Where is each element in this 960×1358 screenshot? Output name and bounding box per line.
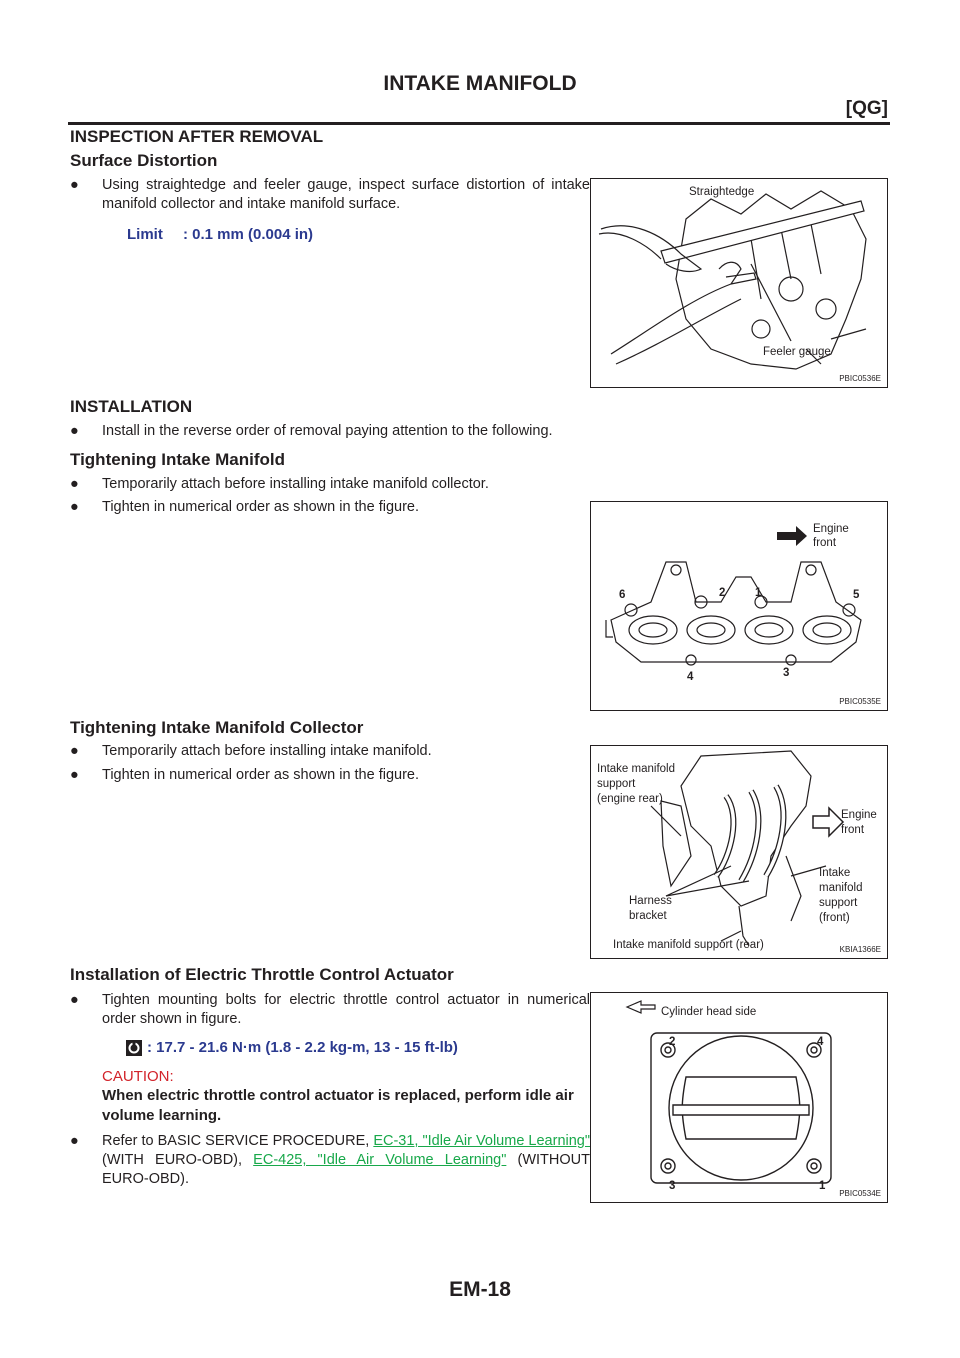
bullet-dot: ● [70,177,79,193]
bolt-number-1: 1 [755,587,762,599]
label-support-front-3: support [819,897,858,909]
bolt-number-4: 4 [687,671,694,683]
bullet-dot: ● [70,992,79,1008]
bolt-number-3: 3 [783,667,790,679]
figure-code: PBIC0536E [839,374,881,383]
inspection-heading: INSPECTION AFTER REMOVAL [70,127,324,146]
bullet-text: Tighten in numerical order as shown in the figure. [102,767,420,783]
bullet-dot: ● [70,1133,79,1149]
figure-straightedge [590,178,888,388]
bullet-dot: ● [70,423,79,439]
bullet-text: Tighten mounting bolts for electric throttle control actuator in numerical order shown in figure. [102,992,590,1027]
figure-code: PBIC0535E [839,697,881,706]
torque-wrench-icon [126,1040,142,1061]
bullet-dot: ● [70,767,79,783]
installation-bullet [70,422,870,441]
label-support-front-4: (front) [819,912,850,924]
tightening-manifold-heading: Tightening Intake Manifold [70,450,286,469]
link-ec-31[interactable]: EC-31, "Idle Air Volume Learning" [373,1133,590,1149]
bullet-dot: ● [70,499,79,515]
bullet-text: Using straightedge and feeler gauge, inspect surface distortion of intake manifold collector and intake manifold surface. [102,177,590,212]
bullet-dot: ● [70,476,79,492]
bolt-number-1: 1 [819,1180,826,1192]
label-support-front-2: manifold [819,882,863,894]
figure-code: KBIA1366E [839,945,881,954]
label-harness-1: Harness [629,895,672,907]
bullet-text: Temporarily attach before installing intake manifold collector. [102,476,489,492]
page-number: EM-18 [449,1278,511,1301]
installation-heading: INSTALLATION [70,397,193,416]
section-code: [QG] [845,98,888,119]
throttle-bullet [70,991,590,1029]
label-support-front-1: Intake [819,867,851,879]
bullet-dot: ● [70,743,79,759]
torque-spec: : 17.7 - 21.6 N·m (1.8 - 2.2 kg-m, 13 - 15 ft-lb) [147,1039,458,1056]
tightening-collector-heading: Tightening Intake Manifold Collector [70,718,364,737]
tightening-manifold-bullet-2 [70,498,590,517]
bolt-number-2: 2 [669,1036,676,1048]
intake-manifold-illustration [591,502,887,710]
figure-throttle-actuator [590,992,888,1203]
limit-label: Limit [127,226,163,243]
page-title: INTAKE MANIFOLD [383,72,577,95]
caution-body: When electric throttle control actuator is replaced, perform idle air volume learning. [102,1087,574,1124]
label-feeler-gauge: Feeler gauge [763,346,831,358]
bullet-text: Tighten in numerical order as shown in the figure. [102,499,420,515]
label-straightedge: Straightedge [689,186,755,198]
figure-intake-manifold [590,501,888,711]
inspection-bullet [70,176,590,214]
reference-mid: (WITH EURO-OBD), [102,1152,254,1168]
reference-prefix: Refer to BASIC SERVICE PROCEDURE, [102,1133,374,1149]
tightening-collector-bullet-2 [70,766,590,785]
reference-bullet [70,1132,590,1189]
bolt-number-2: 2 [719,587,726,599]
label-support-rear-1: Intake manifold [597,763,675,775]
bolt-number-3: 3 [669,1180,676,1192]
reference-suffix: (WITHOUT EURO-OBD). [102,1152,590,1187]
label-front: front [813,537,837,549]
manifold-collector-illustration [591,746,887,958]
label-support-rear-3: (engine rear) [597,793,663,805]
header-rule [68,122,890,125]
label-front: front [841,824,865,836]
straightedge-illustration [591,179,887,387]
link-ec-425[interactable]: EC-425, "Idle Air Volume Learning" [253,1152,507,1168]
bullet-text: Install in the reverse order of removal paying attention to the following. [102,423,553,439]
label-support-rear-bottom: Intake manifold support (rear) [613,939,764,951]
label-engine: Engine [813,523,849,535]
figure-manifold-collector [590,745,888,959]
tightening-manifold-bullet-1 [70,475,590,494]
label-support-rear-2: support [597,778,636,790]
label-engine: Engine [841,809,877,821]
surface-distortion-heading: Surface Distortion [70,151,218,170]
limit-value: : 0.1 mm (0.004 in) [183,226,314,243]
bolt-number-5: 5 [853,589,860,601]
label-harness-2: bracket [629,910,667,922]
bolt-number-4: 4 [817,1036,824,1048]
throttle-heading: Installation of Electric Throttle Control Actuator [70,965,454,984]
throttle-actuator-illustration [591,993,887,1202]
reference-text [102,1132,590,1189]
bolt-number-6: 6 [619,589,626,601]
bullet-text: Temporarily attach before installing intake manifold. [102,743,432,759]
figure-code: PBIC0534E [839,1189,881,1198]
tightening-collector-bullet-1 [70,742,590,761]
label-cylinder-head-side: Cylinder head side [661,1006,757,1018]
caution-title: CAUTION: [102,1068,174,1085]
